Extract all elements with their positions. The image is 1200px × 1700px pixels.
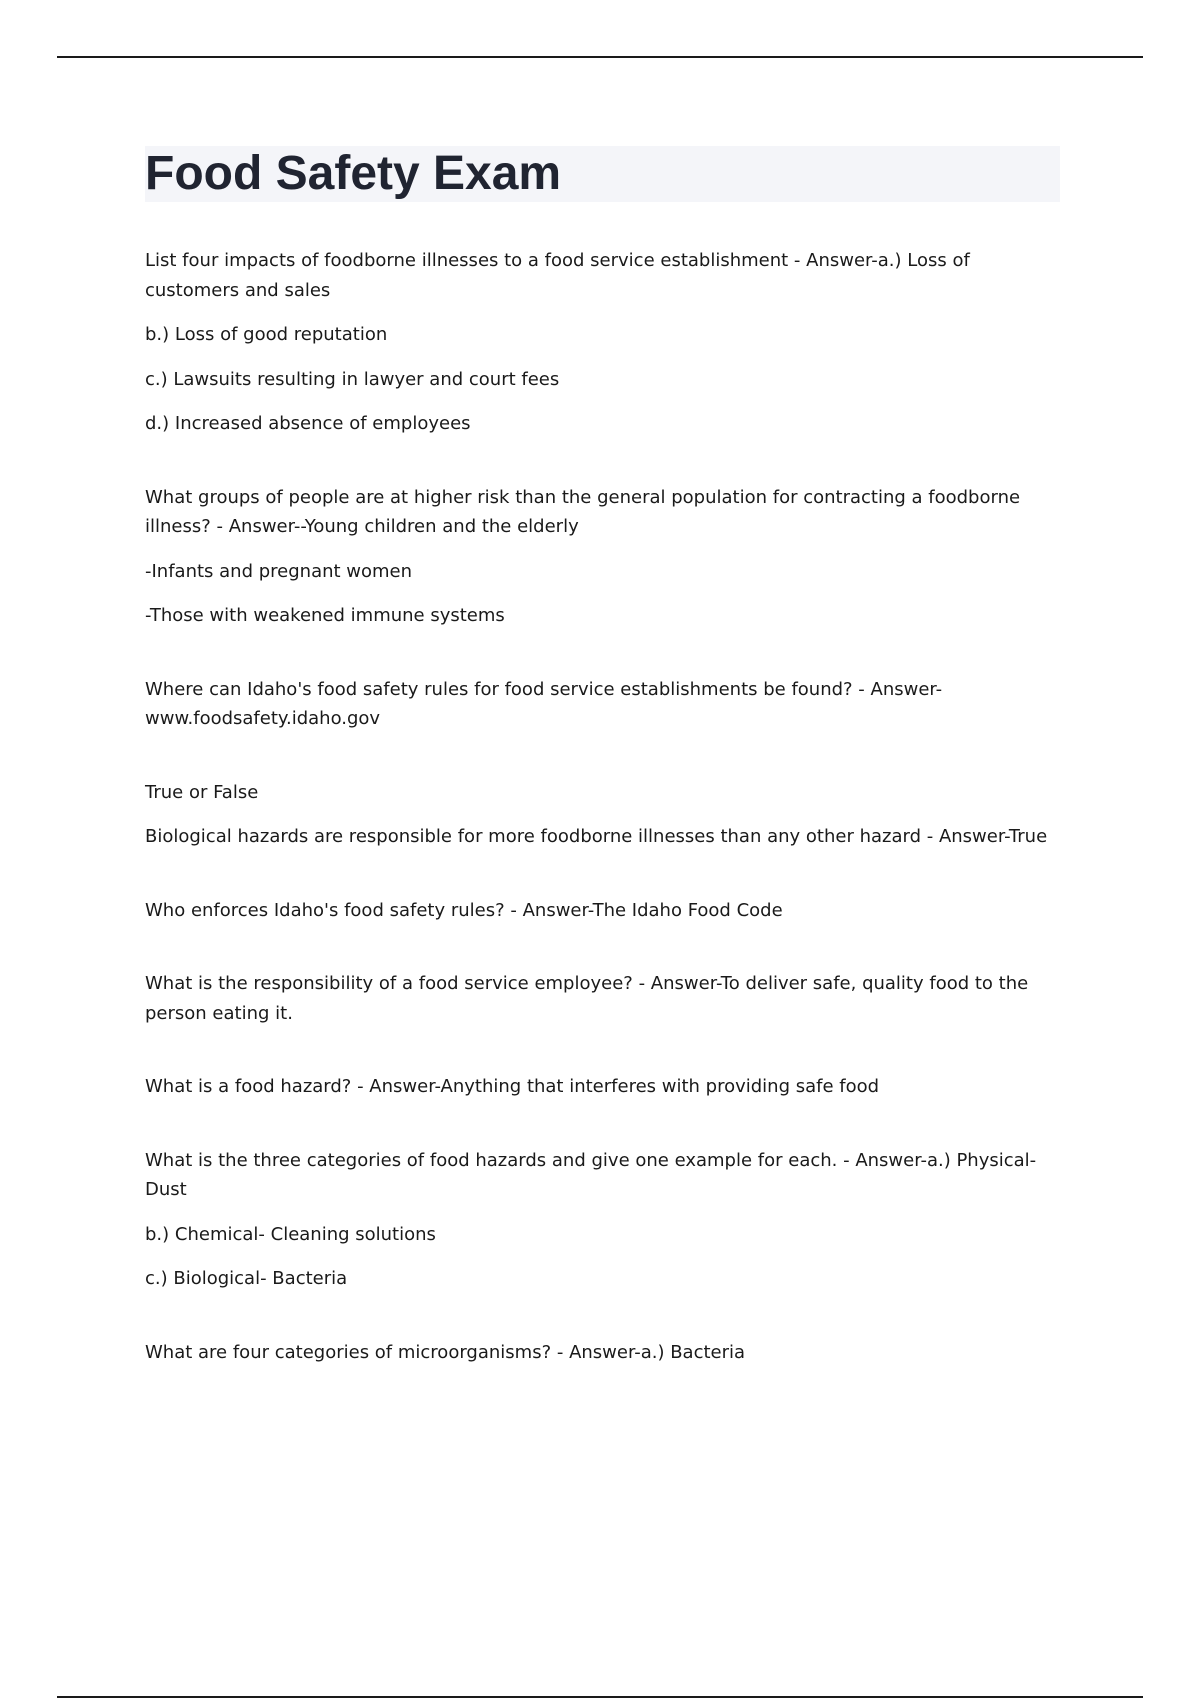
question-text: List four impacts of foodborne illnesses to a food service establishment - Answer-a.) Loss of customers and sales xyxy=(145,250,970,301)
qa-item xyxy=(145,675,1060,734)
question-text: True or False xyxy=(145,781,259,803)
title-banner xyxy=(145,146,1060,202)
question-text: Biological hazards are responsible for more foodborne illnesses than any other hazard - Answer-True xyxy=(145,826,1048,847)
question-text: What is the three categories of food hazards and give one example for each. - Answer-a.) Physical-Dust xyxy=(145,1149,1037,1200)
answer-line: b.) Loss of good reputation xyxy=(145,324,388,345)
top-rule xyxy=(57,56,1143,58)
answer-line: c.) Lawsuits resulting in lawyer and court fees xyxy=(145,368,560,390)
question-text: Who enforces Idaho's food safety rules? - Answer-The Idaho Food Code xyxy=(145,899,783,921)
qa-item xyxy=(145,896,1060,926)
qa-item xyxy=(145,778,1060,852)
qa-item xyxy=(145,483,1060,631)
page-title: Food Safety Exam xyxy=(145,147,562,200)
qa-item xyxy=(145,1338,1060,1368)
question-text: What are four categories of microorganisms? - Answer-a.) Bacteria xyxy=(145,1341,746,1363)
qa-item xyxy=(145,969,1060,1028)
answer-line: b.) Chemical- Cleaning solutions xyxy=(145,1223,436,1245)
answer-line: -Those with weakened immune systems xyxy=(145,605,505,626)
document-body xyxy=(145,146,1060,1411)
question-text: What groups of people are at higher risk than the general population for contracting a foodborne illness? - Answer--Young children and the elderly xyxy=(145,486,1021,537)
question-text: Where can Idaho's food safety rules for food service establishments be found? - Answer-www.foodsafety.idaho.gov xyxy=(145,678,943,729)
qa-item xyxy=(145,246,1060,439)
answer-line: c.) Biological- Bacteria xyxy=(145,1268,348,1289)
question-text: What is the responsibility of a food service employee? - Answer-To deliver safe, quality food to the person eating it. xyxy=(145,973,1029,1024)
answer-line: -Infants and pregnant women xyxy=(145,560,413,582)
bottom-rule xyxy=(57,1696,1143,1698)
question-text: What is a food hazard? - Answer-Anything that interferes with providing safe food xyxy=(145,1076,880,1097)
answer-line: d.) Increased absence of employees xyxy=(145,413,471,434)
qa-item xyxy=(145,1146,1060,1294)
qa-item xyxy=(145,1072,1060,1102)
